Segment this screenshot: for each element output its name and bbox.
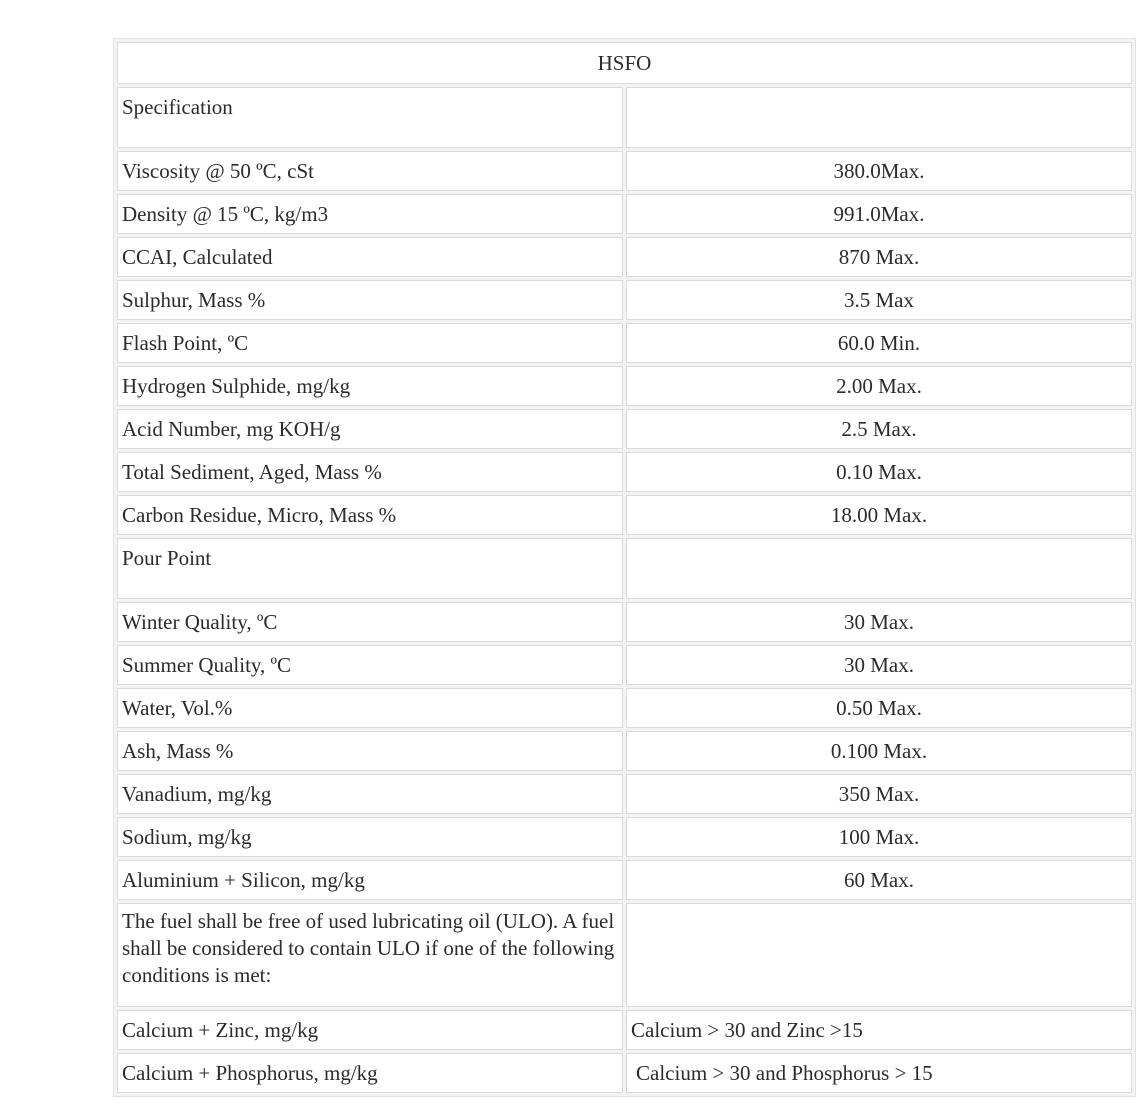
param-cell: CCAI, Calculated [117,237,623,277]
value-cell: 0.10 Max. [626,452,1132,492]
table-row [117,1053,1132,1093]
param-cell: Ash, Mass % [117,731,623,771]
value-cell: 380.0Max. [626,151,1132,191]
param-cell: Vanadium, mg/kg [117,774,623,814]
param-cell: Density @ 15 ºC, kg/m3 [117,194,623,234]
param-cell: Flash Point, ºC [117,323,623,363]
table-row [117,817,1132,857]
param-cell: Viscosity @ 50 ºC, cSt [117,151,623,191]
value-cell: 0.100 Max. [626,731,1132,771]
table-row [117,645,1132,685]
param-cell: Aluminium + Silicon, mg/kg [117,860,623,900]
hsfo-spec-table [113,38,1136,1097]
param-cell: Total Sediment, Aged, Mass % [117,452,623,492]
value-cell: 2.5 Max. [626,409,1132,449]
param-cell: Summer Quality, ºC [117,645,623,685]
table-row [117,323,1132,363]
value-cell: 18.00 Max. [626,495,1132,535]
table-row [117,280,1132,320]
param-cell: Calcium + Zinc, mg/kg [117,1010,623,1050]
pour-point-label: Pour Point [117,538,623,599]
param-cell: Winter Quality, ºC [117,602,623,642]
value-cell: Calcium > 30 and Zinc >15 [626,1010,1132,1050]
param-cell: Sulphur, Mass % [117,280,623,320]
param-cell: Hydrogen Sulphide, mg/kg [117,366,623,406]
ulo-note-value-empty [626,903,1132,1007]
table-row [117,860,1132,900]
value-cell: 60 Max. [626,860,1132,900]
table-row [117,151,1132,191]
table-row [117,87,1132,148]
param-cell: Sodium, mg/kg [117,817,623,857]
table-row [117,602,1132,642]
pour-point-value-empty [626,538,1132,599]
value-cell: 2.00 Max. [626,366,1132,406]
value-cell: 30 Max. [626,602,1132,642]
value-cell: 991.0Max. [626,194,1132,234]
value-cell: 30 Max. [626,645,1132,685]
value-cell: 350 Max. [626,774,1132,814]
table-row [117,903,1132,1007]
table-row [117,194,1132,234]
table-row [117,237,1132,277]
value-cell: 0.50 Max. [626,688,1132,728]
param-cell: Water, Vol.% [117,688,623,728]
param-cell: Calcium + Phosphorus, mg/kg [117,1053,623,1093]
specification-value-empty [626,87,1132,148]
ulo-note: The fuel shall be free of used lubricating oil (ULO). A fuel shall be considered to contain ULO if one of the following conditions is met: [117,903,623,1007]
value-cell: Calcium > 30 and Phosphorus > 15 [626,1053,1132,1093]
value-cell: 3.5 Max [626,280,1132,320]
value-cell: 60.0 Min. [626,323,1132,363]
table-row [117,366,1132,406]
table-row [117,731,1132,771]
param-cell: Acid Number, mg KOH/g [117,409,623,449]
table-row [117,688,1132,728]
table-row [117,1010,1132,1050]
table-row [117,774,1132,814]
value-cell: 870 Max. [626,237,1132,277]
table-header-row [117,42,1132,84]
specification-label: Specification [117,87,623,148]
table-row [117,409,1132,449]
table-title: HSFO [117,42,1132,84]
param-cell: Carbon Residue, Micro, Mass % [117,495,623,535]
table-row [117,538,1132,599]
table-row [117,495,1132,535]
value-cell: 100 Max. [626,817,1132,857]
table-row [117,452,1132,492]
